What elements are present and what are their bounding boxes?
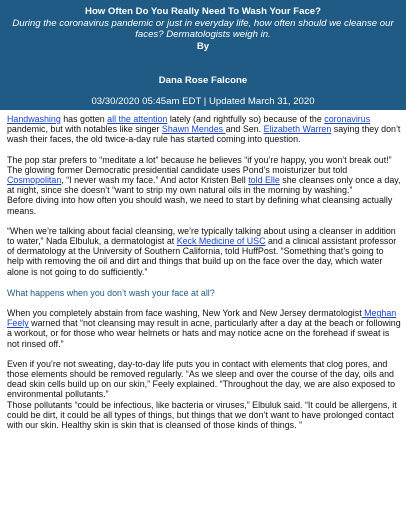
paragraph-5	[7, 359, 401, 430]
paragraph-1	[7, 114, 401, 145]
text: Even if you’re not sweating, day-to-day life puts you in contact with elements that clog pores, and those elements should be removed regularly. “As we sleep and over the course of the day, oils and dead skin cells build up on our skin,” Feely explained. “Throughout the day, we are also exposed to environmental pollutants.”	[7, 358, 396, 400]
article-header	[0, 0, 406, 110]
text: The pop star prefers to “meditate a lot” because he believes “if you’re happy, you won’t break out!” The glowing former Democratic presidential candidate uses Pond’s moisturizer but told	[7, 154, 392, 175]
link-keck-medicine[interactable]: Keck Medicine of USC	[176, 236, 266, 247]
link-all-the-attention[interactable]: all the attention	[107, 114, 168, 124]
link-elizabeth-warren[interactable]: Elizabeth Warren	[263, 124, 332, 135]
text: pandemic, but with notables like singer	[7, 124, 162, 135]
article-body	[7, 114, 401, 430]
text: lately (and rightfully so) because of the	[167, 114, 325, 124]
article-title: How Often Do You Really Need To Wash Your Face?	[85, 6, 321, 17]
text: and Sen.	[225, 124, 264, 135]
text: “When we’re talking about facial cleansing, we’re typically talking about using a cleanser in addition to water,” Nada Elbuluk, a dermatologist at	[7, 225, 396, 247]
text: , “I never wash my face.” And actor Kristen Bell	[61, 175, 249, 186]
link-cosmopolitan[interactable]: Cosmopolitan	[7, 175, 62, 186]
section-subhead: What happens when you don’t wash your face at all?	[7, 287, 215, 298]
byline-label: By	[196, 41, 210, 52]
text: When you completely abstain from face washing, New York and New Jersey dermatologist	[7, 308, 362, 319]
paragraph-3	[7, 226, 401, 277]
text: Those pollutants “could be infectious, like bacteria or viruses,” Elbuluk said. “It could be allergens, it could be dirt, it could be all types of things, but things that we don’t want to have prolonged contact with our skin. Healthy skin is skin that is cleansed of those kinds of things. ”	[7, 399, 397, 431]
text: warned that “not cleansing may result in acne, particularly after a day at the beach or following a workout, or for those who wear helmets or hats and may notice acne on the forehead if sweat is not rinsed off.”	[7, 318, 401, 349]
text: saying they don’t wash their faces, the old twice-a-day rule has started coming into question.	[7, 124, 401, 145]
text: Before diving into how often you should wash, we need to start by defining what cleansing actually means.	[7, 195, 393, 216]
article-subtitle: During the coronavirus pandemic or just in everyday life, how often should we cleanse our faces? Dermatologists weigh in.	[12, 17, 394, 40]
link-meghan-feely[interactable]: Meghan Feely	[7, 308, 397, 329]
text: she cleanses only once a day, at night, since she doesn’t “want to strip my own natural oils in the morning by washing.”	[7, 175, 401, 196]
link-told-elle[interactable]: told Elle	[248, 175, 280, 186]
author-name: Dana Rose Falcone	[158, 75, 248, 86]
link-shawn-mendes[interactable]: Shawn Mendes	[161, 124, 226, 135]
link-handwashing[interactable]: Handwashing	[7, 114, 61, 124]
link-coronavirus[interactable]: coronavirus	[324, 114, 371, 124]
paragraph-2	[7, 155, 401, 216]
publish-date: 03/30/2020 05:45am EDT | Updated March 31, 2020	[91, 96, 315, 107]
text: has gotten	[60, 114, 108, 124]
paragraph-4	[7, 308, 401, 349]
text: and a clinical assistant professor of dermatology at the University of Southern California, told HuffPost. “Something that’s going to help with removing the oil and dirt and things that build up on the face over the day, which water alone is not going to do sufficiently.”	[7, 236, 397, 277]
